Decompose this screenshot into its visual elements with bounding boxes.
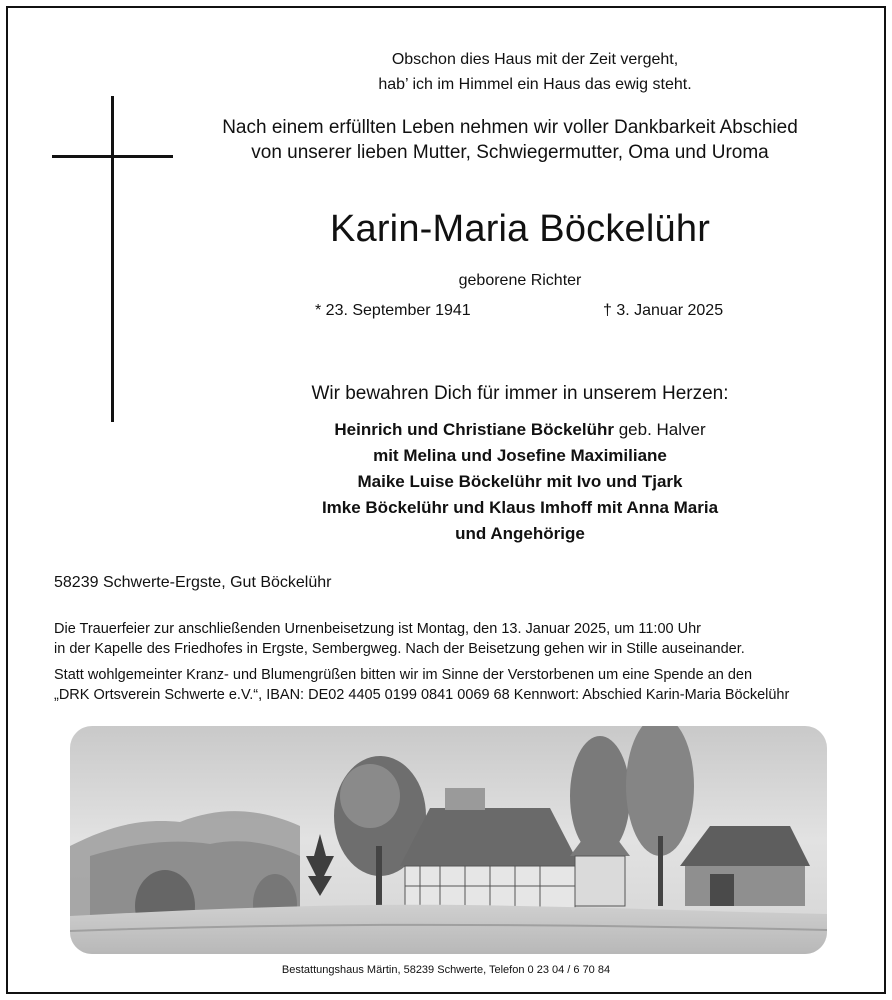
maiden-name: geborene Richter: [458, 272, 582, 289]
info-line-2: in der Kapelle des Friedhofes in Ergste, Sembergweg. Nach der Beisetzung gehen wir in Stille auseinander.: [54, 641, 745, 657]
info-line-1: Die Trauerfeier zur anschließenden Urnenbeisetzung ist Montag, den 13. Januar 2025, um 11:00 Uhr: [54, 621, 701, 637]
motto-line-1: Obschon dies Haus mit der Zeit vergeht,: [391, 51, 679, 68]
cross-icon: [111, 96, 114, 422]
cross-icon-bar: [52, 155, 173, 158]
family-line-3: Maike Luise Böckelühr mit Ivo und Tjark: [357, 472, 683, 491]
birth-date: * 23. September 1941: [315, 302, 471, 319]
info-line-3: Statt wohlgemeinter Kranz- und Blumengrüßen bitten wir im Sinne der Verstorbenen um eine Spende an den: [54, 667, 753, 683]
motto-line-2: hab’ ich im Himmel ein Haus das ewig steht.: [378, 76, 692, 93]
family-line-2: mit Melina und Josefine Maximiliane: [373, 446, 667, 465]
family-line-1-bold: Heinrich und Christiane Böckelühr: [334, 420, 614, 439]
farmhouse-sketch-image: [70, 726, 827, 954]
family-line-4: Imke Böckelühr und Klaus Imhoff mit Anna Maria: [321, 498, 719, 517]
family-line-1-normal: geb. Halver: [618, 420, 706, 439]
deceased-name: Karin-Maria Böckelühr: [329, 208, 711, 250]
undertaker-footer: Bestattungshaus Märtin, 58239 Schwerte, Telefon 0 23 04 / 6 70 84: [281, 964, 611, 976]
intro-line-1: Nach einem erfüllten Leben nehmen wir voller Dankbarkeit Abschied: [222, 117, 798, 138]
address: 58239 Schwerte-Ergste, Gut Böckelühr: [54, 574, 332, 591]
remembrance-line: Wir bewahren Dich für immer in unserem Herzen:: [311, 383, 729, 404]
intro-line-2: von unserer lieben Mutter, Schwiegermutter, Oma und Uroma: [251, 142, 769, 163]
death-date: † 3. Januar 2025: [603, 302, 724, 319]
family-line-5: und Angehörige: [455, 524, 585, 543]
info-line-4: „DRK Ortsverein Schwerte e.V.“, IBAN: DE02 4405 0199 0841 0069 68 Kennwort: Abschied Karin-Maria Böckelühr: [54, 687, 790, 703]
family-line-1: [220, 417, 820, 444]
